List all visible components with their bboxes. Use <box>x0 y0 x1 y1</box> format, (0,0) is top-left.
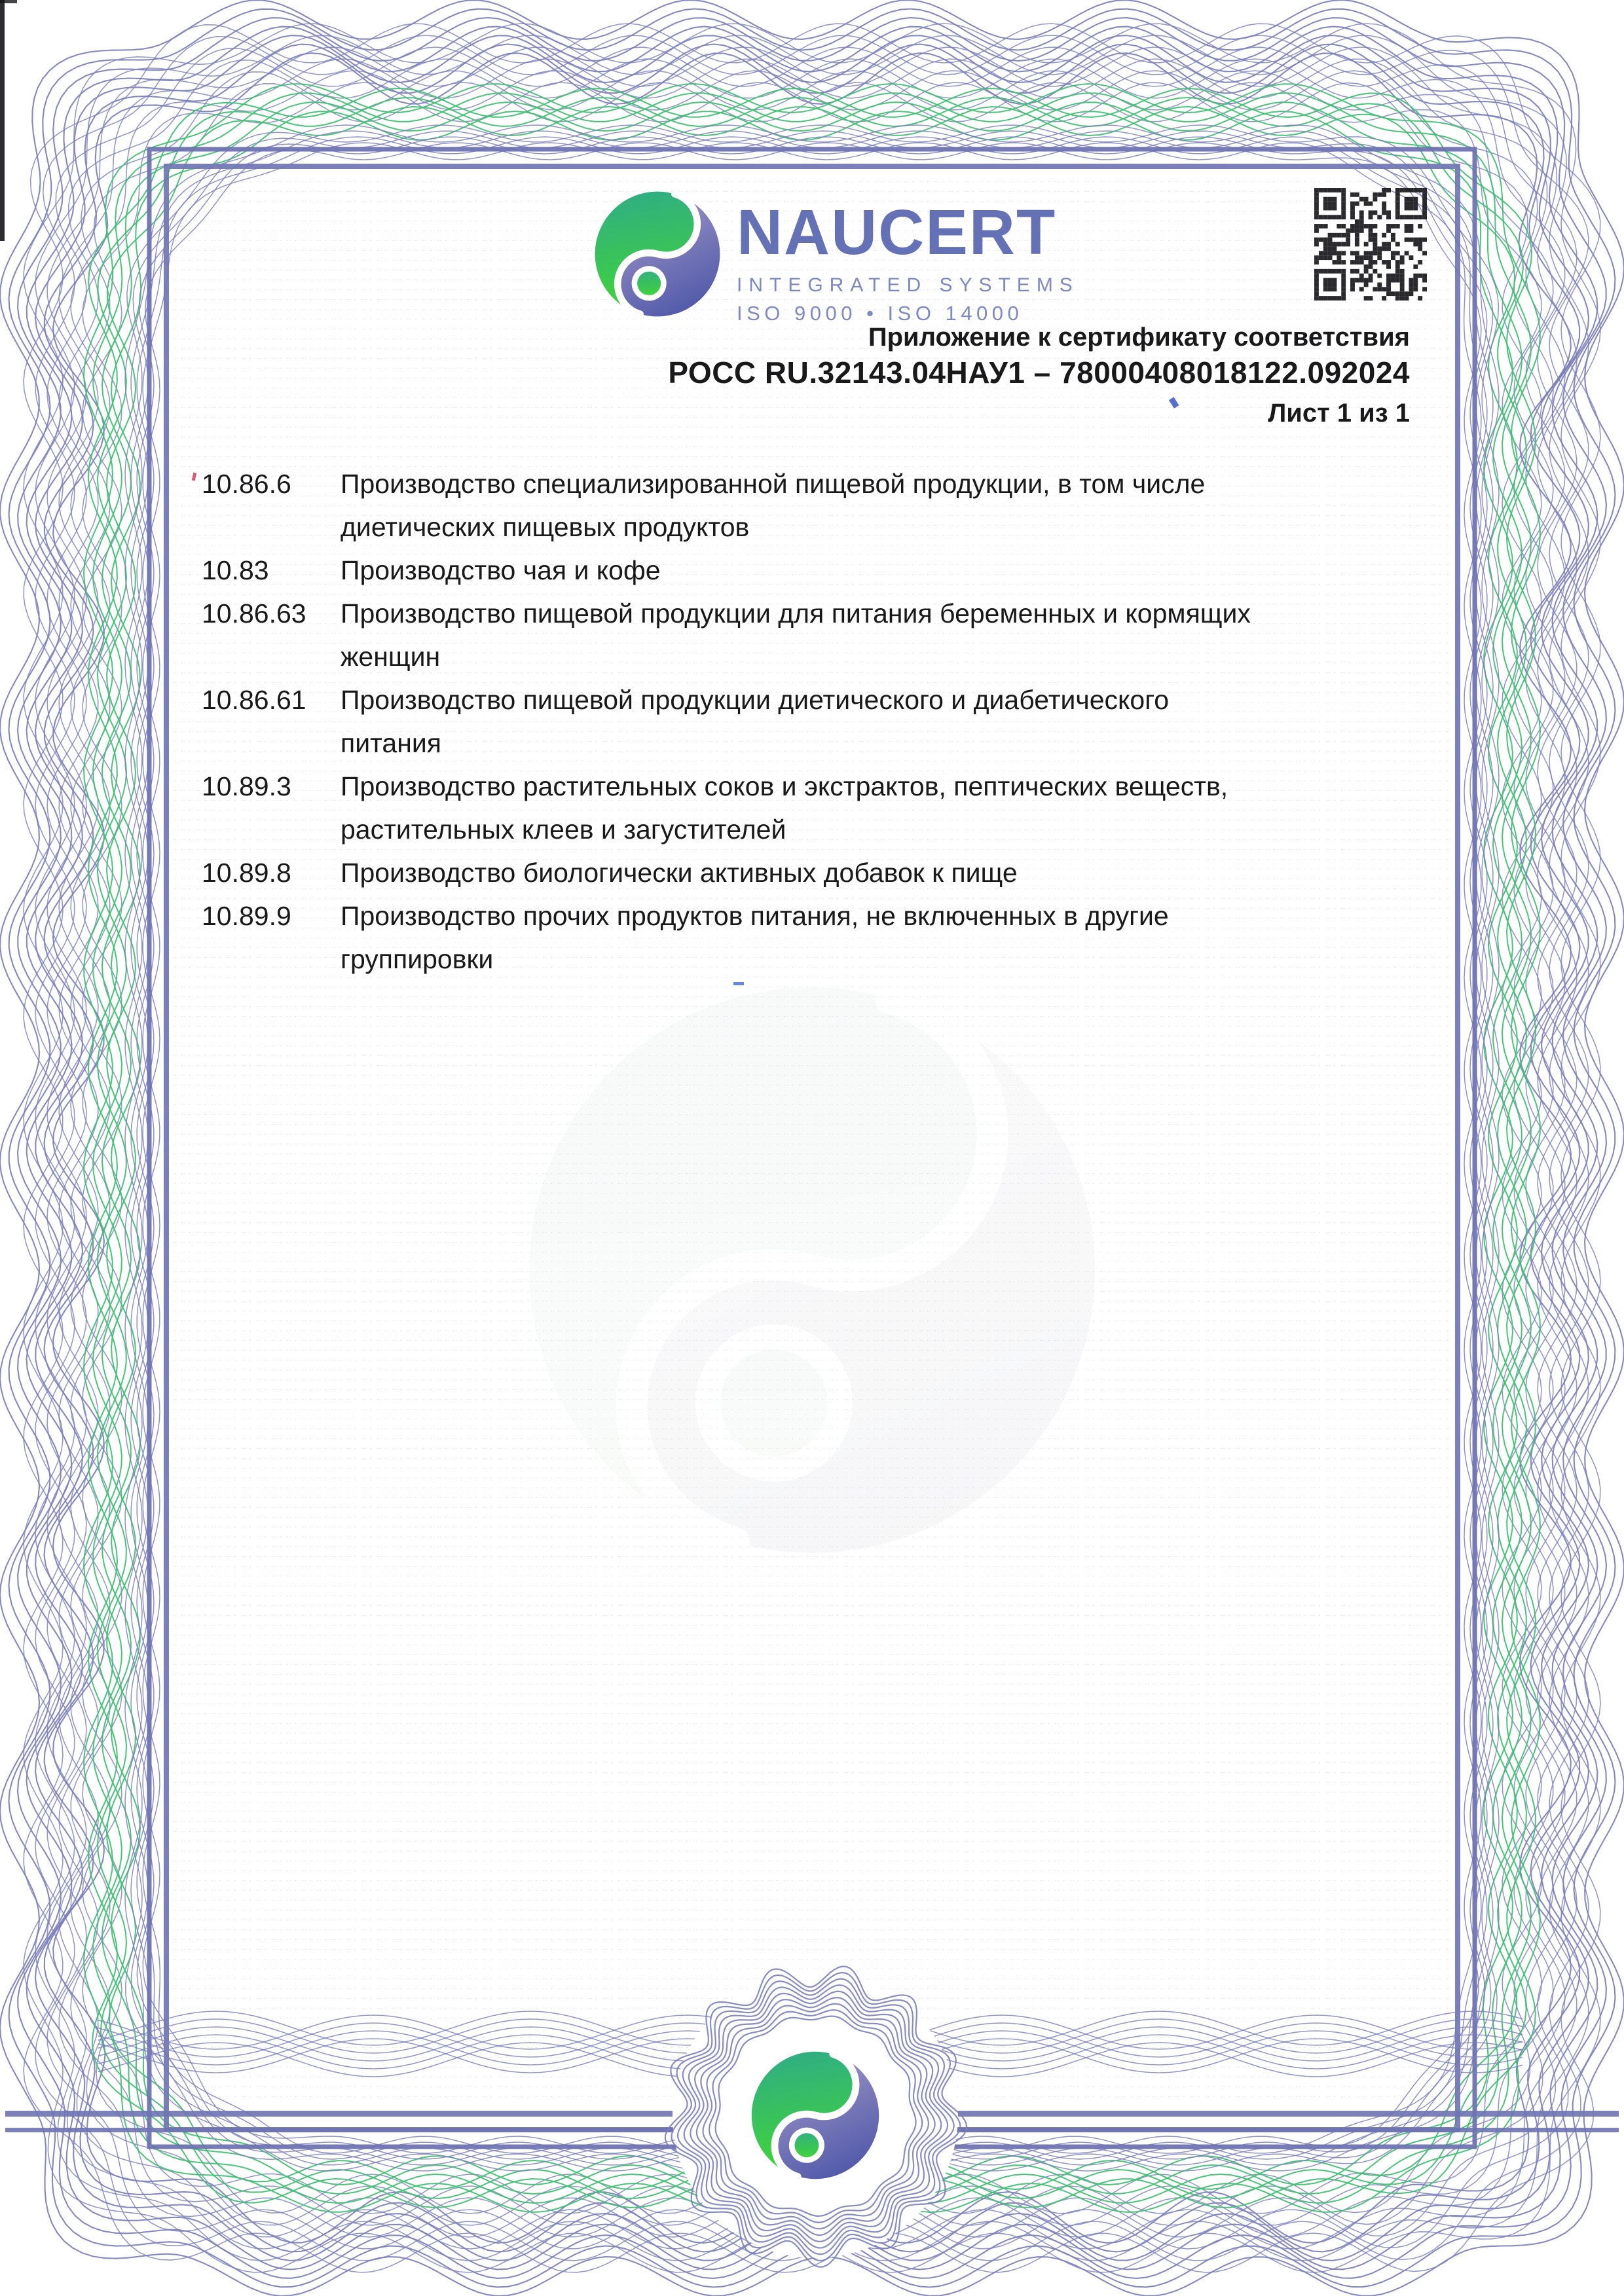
okved-description-line: Производство пищевой продукции для питания беременных и кормящих <box>341 598 1251 629</box>
okved-description-line: Производство специализированной пищевой продукции, в том числе <box>341 469 1206 499</box>
sheet-indicator: Лист 1 из 1 <box>1268 399 1410 428</box>
okved-description-line: женщин <box>341 642 441 672</box>
certificate-number: РОСС RU.32143.04НАУ1 – 78000408018122.092024 <box>668 355 1410 390</box>
okved-description-line: Производство растительных соков и экстрактов, пептических веществ, <box>341 771 1228 801</box>
okved-item <box>202 678 1354 765</box>
okved-description <box>341 549 1354 592</box>
okved-description <box>341 765 1354 851</box>
okved-description-line: диетических пищевых продуктов <box>341 512 750 542</box>
okved-item <box>202 549 1354 592</box>
okved-description-line: Производство прочих продуктов питания, не включенных в другие <box>341 901 1169 931</box>
brand-name: NAUCERT <box>737 196 1057 268</box>
okved-description-line: Производство чая и кофе <box>341 555 661 585</box>
okved-description-line: питания <box>341 728 441 758</box>
okved-code: 10.86.6 <box>202 469 291 499</box>
okved-item <box>202 592 1354 678</box>
okved-description-line: группировки <box>341 944 494 974</box>
okved-description-line: растительных клеев и загустителей <box>341 814 786 845</box>
okved-code: 10.89.8 <box>202 858 291 888</box>
okved-item <box>202 851 1354 894</box>
okved-list <box>202 462 1354 981</box>
okved-code: 10.89.3 <box>202 771 291 801</box>
okved-description-line: Производство биологически активных добавок к пище <box>341 858 1018 888</box>
okved-description <box>341 462 1354 549</box>
okved-item <box>202 765 1354 851</box>
page-title: Приложение к сертификату соответствия <box>868 323 1410 352</box>
okved-description-line: Производство пищевой продукции диетического и диабетического <box>341 685 1170 715</box>
okved-item <box>202 462 1354 549</box>
okved-code: 10.86.61 <box>202 685 306 715</box>
okved-description <box>341 592 1354 678</box>
okved-code: 10.86.63 <box>202 598 306 629</box>
okved-description <box>341 894 1354 981</box>
okved-description <box>341 678 1354 765</box>
brand-tagline: INTEGRATED SYSTEMS <box>737 274 1079 296</box>
document-header <box>668 322 1410 428</box>
brand-iso-line: ISO 9000 • ISO 14000 <box>737 302 1024 325</box>
okved-item <box>202 894 1354 981</box>
okved-code: 10.89.9 <box>202 901 291 931</box>
okved-code: 10.83 <box>202 555 269 585</box>
logo-wordmark <box>737 196 1079 325</box>
okved-description <box>341 851 1354 894</box>
